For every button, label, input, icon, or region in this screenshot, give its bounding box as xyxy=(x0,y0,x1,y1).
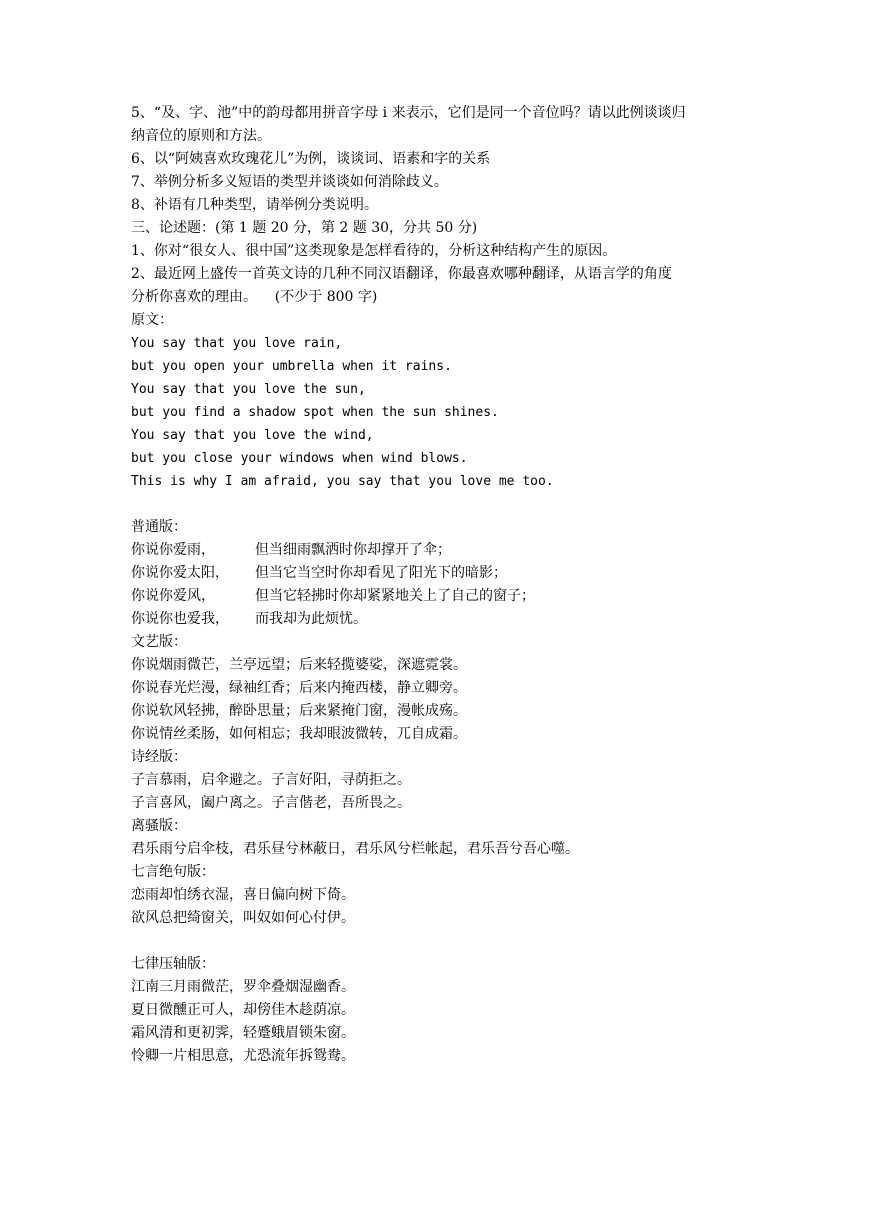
blank-line xyxy=(131,930,831,953)
putong-row-left: 你说你爱太阳， xyxy=(131,565,229,581)
blank-line xyxy=(131,493,831,516)
wenyi-line: 你说烟雨微芒，兰亭远望；后来轻揽婆娑，深遮霓裳。 xyxy=(131,657,467,673)
putong-row-right: 但当它当空时你却看见了阳光下的暗影； xyxy=(255,565,507,581)
essay-question-2-line-2: 分析你喜欢的理由。 (不少于 800 字) xyxy=(131,289,378,305)
question-5-line-1: 5、“及、字、池”中的韵母都用拼音字母 i 来表示，它们是同一个音位吗？请以此例谈谈归 xyxy=(131,105,686,121)
question-8: 8、补语有几种类型，请举例分类说明。 xyxy=(131,197,378,213)
wenyi-line: 你说春光烂漫，绿袖红香；后来内掩西楼，静立卿旁。 xyxy=(131,680,467,696)
wenyi-line: 你说情丝柔肠，如何相忘；我却眼波微转，兀自成霜。 xyxy=(131,726,467,742)
putong-row xyxy=(131,585,831,608)
original-label: 原文： xyxy=(131,312,173,328)
original-line: but you close your windows when wind blows. xyxy=(131,451,468,466)
question-5-line-2: 纳音位的原则和方法。 xyxy=(131,128,271,144)
shijing-label: 诗经版： xyxy=(131,749,187,765)
qilv-line: 夏日微醺正可人，却傍佳木趁荫凉。 xyxy=(131,1002,355,1018)
qiyan-jueju-line: 欲风总把绮窗关，叫奴如何心付伊。 xyxy=(131,910,355,926)
original-line: You say that you love rain, xyxy=(131,336,343,351)
wenyi-line: 你说软风轻拂，醉卧思量；后来紧掩门窗，漫帐成殇。 xyxy=(131,703,467,719)
qilv-label: 七律压轴版： xyxy=(131,956,215,972)
original-line: but you find a shadow spot when the sun shines. xyxy=(131,405,499,420)
essay-question-1: 1、你对“很女人、很中国”这类现象是怎样看待的，分析这种结构产生的原因。 xyxy=(131,243,617,259)
question-7: 7、举例分析多义短语的类型并谈谈如何消除歧义。 xyxy=(131,174,448,190)
putong-row xyxy=(131,539,831,562)
lisao-line: 君乐雨兮启伞枝，君乐昼兮林蔽日，君乐风兮栏帐起，君乐吾兮吾心噬。 xyxy=(131,841,579,857)
qilv-line: 霜风清和更初霁，轻蹙蛾眉锁朱窗。 xyxy=(131,1025,355,1041)
wenyi-label: 文艺版： xyxy=(131,634,187,650)
essay-section-heading: 三、论述题：(第 1 题 20 分，第 2 题 30，分共 50 分) xyxy=(131,220,478,236)
question-6: 6、以“阿姨喜欢玫瑰花儿”为例，谈谈词、语素和字的关系 xyxy=(131,151,491,167)
putong-row-left: 你说你也爱我， xyxy=(131,611,229,627)
qiyan-jueju-label: 七言绝句版： xyxy=(131,864,215,880)
putong-row xyxy=(131,562,831,585)
putong-row-right: 但当细雨飘洒时你却撑开了伞； xyxy=(255,542,451,558)
lisao-label: 离骚版： xyxy=(131,818,187,834)
original-line: You say that you love the wind, xyxy=(131,428,374,443)
putong-row-right: 但当它轻拂时你却紧紧地关上了自己的窗子； xyxy=(255,588,535,604)
putong-row xyxy=(131,608,831,631)
original-line: This is why I am afraid, you say that you love me too. xyxy=(131,474,554,489)
qilv-line: 怜卿一片相思意，尤恐流年拆鸳鸯。 xyxy=(131,1048,355,1064)
shijing-line: 子言慕雨，启伞避之。子言好阳，寻荫拒之。 xyxy=(131,772,411,788)
essay-question-2-line-1: 2、最近网上盛传一首英文诗的几种不同汉语翻译，你最喜欢哪种翻译，从语言学的角度 xyxy=(131,266,672,282)
putong-row-right: 而我却为此烦忧。 xyxy=(255,611,367,627)
putong-row-left: 你说你爱雨， xyxy=(131,542,215,558)
document-page xyxy=(131,102,831,1068)
putong-row-left: 你说你爱风， xyxy=(131,588,215,604)
original-line: but you open your umbrella when it rains. xyxy=(131,359,452,374)
shijing-line: 子言喜风，阖户离之。子言偕老，吾所畏之。 xyxy=(131,795,411,811)
qiyan-jueju-line: 恋雨却怕绣衣湿，喜日偏向树下倚。 xyxy=(131,887,355,903)
original-line: You say that you love the sun, xyxy=(131,382,366,397)
qilv-line: 江南三月雨微茫，罗伞叠烟湿幽香。 xyxy=(131,979,355,995)
putong-label: 普通版： xyxy=(131,519,187,535)
